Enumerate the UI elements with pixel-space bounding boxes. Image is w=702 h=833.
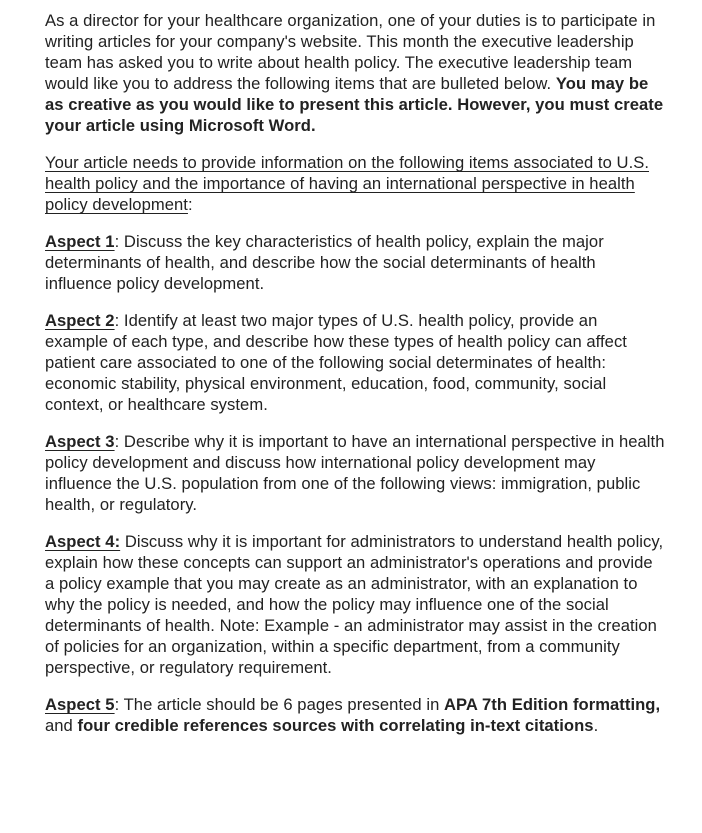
aspect-5-references-requirement: four credible references sources with correlating in-text citations [77, 716, 594, 735]
aspect-2-label: Aspect 2 [45, 311, 115, 330]
aspect-2-separator: : [114, 311, 120, 330]
intro-bold-text: You may be as creative as you would like to present this article. However, you must create your article using Microsoft Word. [45, 74, 664, 135]
requirements-paragraph [45, 152, 665, 215]
aspect-3-text: Describe why it is important to have an international perspective in health policy development and discuss how international policy development may influence the U.S. population from one of the following views: immigration, public health, or regulatory. [45, 432, 665, 514]
aspect-4-paragraph [45, 531, 665, 678]
aspect-3-paragraph [45, 431, 665, 515]
aspect-5-text-3: . [593, 716, 599, 735]
aspect-2-text: Identify at least two major types of U.S. health policy, provide an example of each type, and describe how these types of health policy can affect patient care associated to one of the following social determinates of health: economic stability, physical environment, education, food, community, social context, or healthcare system. [45, 311, 627, 414]
aspect-5-apa-formatting: APA 7th Edition formatting, [444, 695, 661, 714]
aspect-3-separator: : [114, 432, 120, 451]
aspect-1-separator: : [114, 232, 120, 251]
aspect-1-text: Discuss the key characteristics of health policy, explain the major determinants of health, and describe how the social determinants of health influence policy development. [45, 232, 604, 293]
aspect-5-text-2: and [45, 716, 78, 735]
requirements-underlined-text: Your article needs to provide information on the following items associated to U.S. health policy and the importance of having an international perspective in health policy development [45, 153, 650, 214]
aspect-4-label: Aspect 4: [45, 532, 121, 551]
aspect-1-label: Aspect 1 [45, 232, 115, 251]
aspect-1-paragraph [45, 231, 665, 294]
assignment-document [45, 10, 665, 752]
aspect-5-separator: : [114, 695, 120, 714]
aspect-2-paragraph [45, 310, 665, 415]
intro-paragraph [45, 10, 665, 136]
aspect-5-paragraph [45, 694, 665, 736]
aspect-5-label: Aspect 5 [45, 695, 115, 714]
requirements-suffix: : [187, 195, 193, 214]
aspect-5-text-1: The article should be 6 pages presented in [119, 695, 445, 714]
aspect-4-text: Discuss why it is important for administrators to understand health policy, explain how these concepts can support an administrator's operations and provide a policy example that you may create as an administrator, with an explanation to why the policy is needed, and how the policy may influence one of the social determinants of health. Note: Example - an administrator may assist in the creation of policies for an organization, within a specific department, from a community perspective, or regulatory requirement. [45, 532, 664, 677]
aspect-3-label: Aspect 3 [45, 432, 115, 451]
intro-text: As a director for your healthcare organization, one of your duties is to participate in writing articles for your company's website. This month the executive leadership team has asked you to write about health policy. The executive leadership team would like you to address the following items that are bulleted below. [45, 11, 656, 93]
